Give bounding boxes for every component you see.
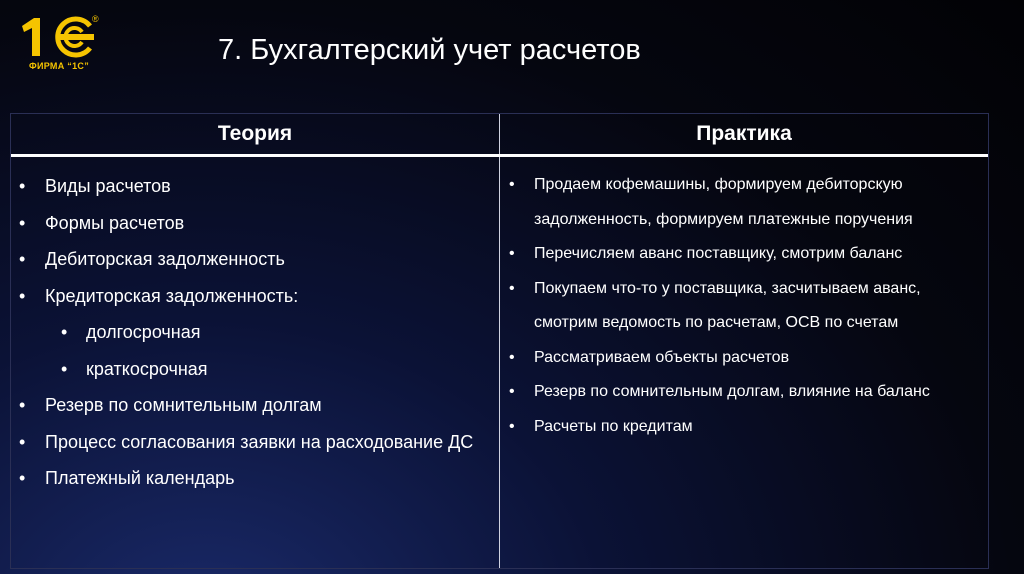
bullet-icon: • [19,468,26,488]
column-divider [499,114,500,568]
bullet-icon: • [509,383,515,400]
list-item: • Виды расчетов [19,168,489,205]
bullet-icon: • [19,285,26,306]
slide-title: 7. Бухгалтерский учет расчетов [218,34,641,66]
theory-list [19,168,489,497]
list-item: • Перечисляем аванс поставщику, смотрим баланс [509,237,984,272]
list-item: • Процесс согласования заявки на расходование ДС [19,424,489,461]
list-item: • Резерв по сомнительным долгам [19,387,489,424]
bullet-icon: • [19,212,26,233]
bullet-icon: • [509,245,515,262]
bullet-icon: • [509,176,515,193]
logo-caption: ФИРМА “1С” [28,61,90,71]
column-header-practice: Практика [696,122,792,145]
bullet-icon: • [509,348,515,366]
logo-1c-icon [18,14,100,60]
list-item: • Продаем кофемашины, формируем дебиторскую задолженность, формируем платежные поручения [509,168,984,237]
list-item: • Рассматриваем объекты расчетов [509,341,984,376]
bullet-icon: • [61,322,68,342]
comparison-table [10,113,989,569]
bullet-icon: • [19,176,26,196]
list-item: • Покупаем что-то у поставщика, засчитываем аванс, смотрим ведомость по расчетам, ОСВ по счетам [509,272,984,341]
bullet-icon: • [19,249,26,269]
list-item: • Платежный календарь [19,460,489,497]
bullet-icon: • [19,395,26,415]
bullet-icon: • [509,279,515,297]
bullet-icon: • [61,358,68,379]
list-subitem: • долгосрочная [19,314,489,351]
registered-mark: ® [92,14,99,24]
bullet-icon: • [509,417,515,435]
company-logo [18,14,100,76]
bullet-icon: • [19,431,26,452]
list-subitem: • краткосрочная [19,351,489,388]
list-item: • Дебиторская задолженность [19,241,489,278]
column-header-theory: Теория [217,122,293,145]
header-rule [11,154,988,157]
list-item: • Формы расчетов [19,205,489,242]
list-item: • Кредиторская задолженность: [19,278,489,315]
practice-list [509,168,984,444]
list-item: • Резерв по сомнительным долгам, влияние на баланс [509,375,984,410]
list-item: • Расчеты по кредитам [509,410,984,445]
